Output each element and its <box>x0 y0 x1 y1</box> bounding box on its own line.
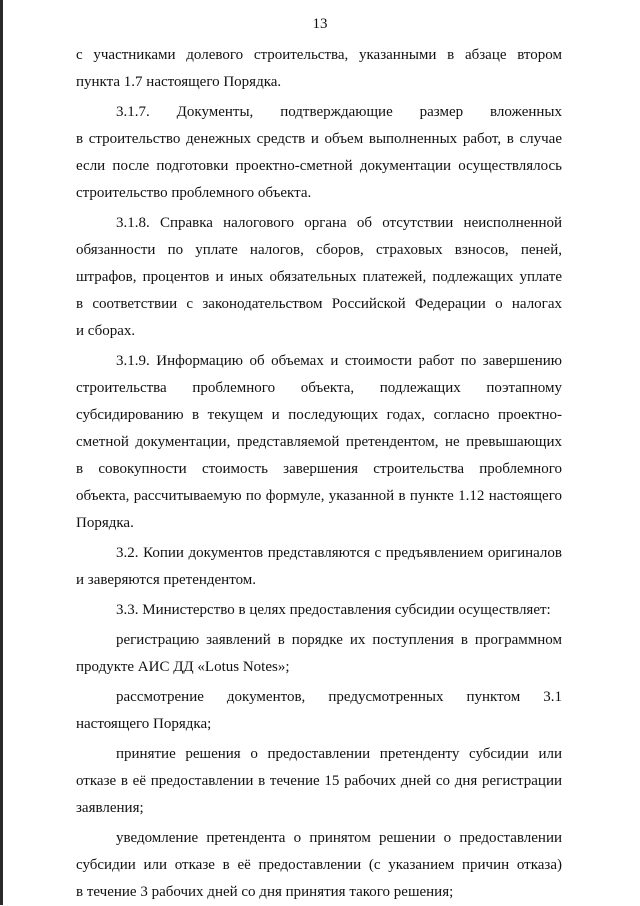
text-line: с участниками долевого строительства, указанными в абзаце втором <box>76 47 562 63</box>
paragraph-p3 <box>76 348 562 537</box>
text-line: отказе в её предоставлении в течение 15 рабочих дней со дня регистрации <box>76 773 562 789</box>
text-line: в соответствии с законодательством Российской Федерации о налогах <box>76 296 562 312</box>
text-line: регистрацию заявлений в порядке их поступления в программном <box>116 632 562 648</box>
text-line: уведомление претендента о принятом решении о предоставлении <box>116 830 562 846</box>
text-line: в течение 3 рабочих дней со дня принятия такого решения; <box>76 884 454 900</box>
text-line: в совокупности стоимость завершения строительства проблемного <box>76 461 562 477</box>
paragraph-p2 <box>76 210 562 345</box>
paragraph-p1 <box>76 99 562 207</box>
paragraph-p8 <box>76 741 562 822</box>
paragraph-p7 <box>76 684 562 738</box>
text-line: 3.1.8. Справка налогового органа об отсутствии неисполненной <box>116 215 562 231</box>
text-line: 3.3. Министерство в целях предоставления субсидии осуществляет: <box>116 602 551 618</box>
text-line: строительство проблемного объекта. <box>76 185 312 201</box>
scan-page-edge <box>0 0 3 905</box>
text-line: сметной документации, представляемой претендентом, не превышающих <box>76 434 562 450</box>
paragraph-p0 <box>76 42 562 96</box>
text-line: обязанности по уплате налогов, сборов, страховых взносов, пеней, <box>76 242 562 258</box>
paragraph-p6 <box>76 627 562 681</box>
text-line: Порядка. <box>76 515 134 531</box>
text-line: продукте АИС ДД «Lotus Notes»; <box>76 659 290 675</box>
document-body <box>76 42 562 906</box>
text-line: принятие решения о предоставлении претенденту субсидии или <box>116 746 562 762</box>
paragraph-p9 <box>76 825 562 906</box>
text-line: и заверяются претендентом. <box>76 572 257 588</box>
text-line: штрафов, процентов и иных обязательных платежей, подлежащих уплате <box>76 269 562 285</box>
text-line: объекта, рассчитываемую по формуле, указанной в пункте 1.12 настоящего <box>76 488 562 504</box>
text-line: рассмотрение документов, предусмотренных пунктом 3.1 <box>116 689 562 705</box>
paragraph-p4 <box>76 540 562 594</box>
page-number: 13 <box>312 16 328 32</box>
paragraph-p5 <box>76 597 562 624</box>
text-line: субсидии или отказе в её предоставлении (с указанием причин отказа) <box>76 857 562 873</box>
text-line: 3.1.9. Информацию об объемах и стоимости работ по завершению <box>116 353 562 369</box>
text-line: 3.1.7. Документы, подтверждающие размер вложенных <box>116 104 562 120</box>
text-line: строительства проблемного объекта, подлежащих поэтапному <box>76 380 562 396</box>
text-line: и сборах. <box>76 323 136 339</box>
text-line: пункта 1.7 настоящего Порядка. <box>76 74 282 90</box>
text-line: настоящего Порядка; <box>76 716 212 732</box>
text-line: в строительство денежных средств и объем выполненных работ, в случае <box>76 131 562 147</box>
text-line: заявления; <box>76 800 144 816</box>
text-line: субсидированию в текущем и последующих годах, согласно проектно- <box>76 407 562 423</box>
text-line: если после подготовки проектно-сметной документации осуществлялось <box>76 158 562 174</box>
text-line: 3.2. Копии документов представляются с предъявлением оригиналов <box>116 545 562 561</box>
